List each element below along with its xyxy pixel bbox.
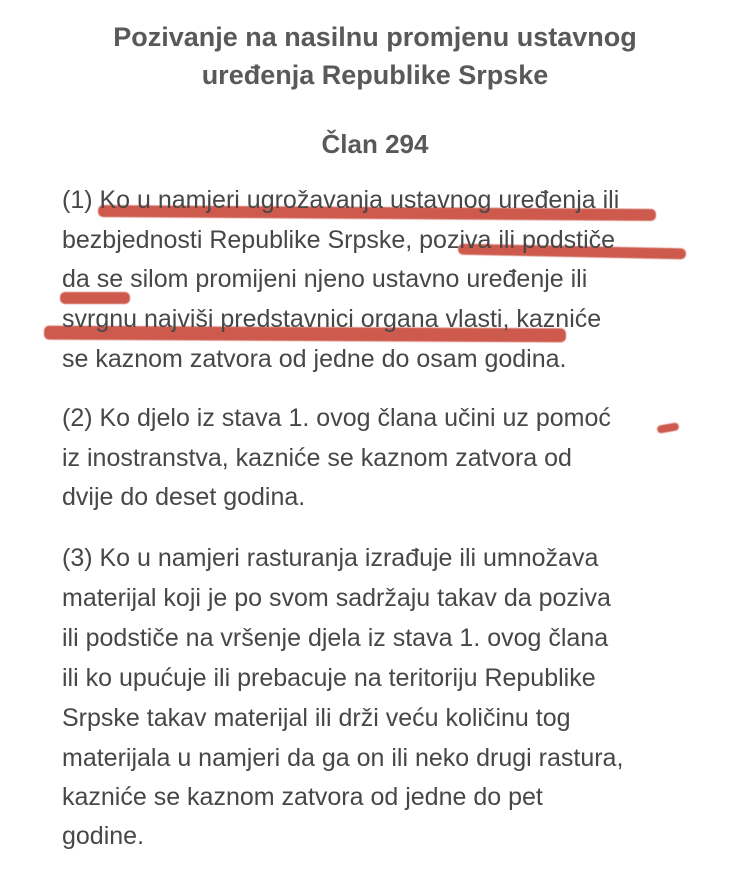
paragraph-line: iz inostranstva, kazniće se kaznom zatvora od bbox=[62, 444, 572, 472]
paragraph-line: kazniće se kaznom zatvora od jedne do pet bbox=[62, 783, 543, 811]
paragraph-line: godine. bbox=[62, 822, 145, 850]
paragraph-line: bezbjednosti Republike Srpske, poziva ili podstiče bbox=[62, 226, 616, 254]
paragraph-line: (1) Ko u namjeri ugrožavanja ustavnog uređenja ili bbox=[62, 186, 620, 214]
highlight-mark bbox=[656, 422, 679, 434]
paragraph-line: materijal koji je po svom sadržaju takav da poziva bbox=[62, 584, 611, 612]
paragraph-line: se kaznom zatvora od jedne do osam godina. bbox=[62, 345, 567, 373]
paragraph-line: ili podstiče na vršenje djela iz stava 1. ovog člana bbox=[62, 624, 609, 652]
paragraph-line: Srpske takav materijal ili drži veću količinu tog bbox=[62, 704, 571, 732]
paragraph-line: dvije do deset godina. bbox=[62, 483, 306, 511]
document-title-line-1: Pozivanje na nasilnu promjenu ustavnog bbox=[113, 22, 637, 52]
paragraph-line: (3) Ko u namjeri rasturanja izrađuje ili umnožava bbox=[62, 544, 599, 572]
paragraph-line: ili ko upućuje ili prebacuje na teritoriju Republike bbox=[62, 664, 596, 692]
article-heading: Član 294 bbox=[321, 129, 429, 159]
paragraph-line: da se silom promijeni njeno ustavno uređenje ili bbox=[62, 265, 588, 293]
paragraph-line: (2) Ko djelo iz stava 1. ovog člana učini uz pomoć bbox=[62, 404, 611, 432]
paragraph-line: materijala u namjeri da ga on ili neko drugi rastura, bbox=[62, 744, 624, 772]
document-title-line-2: uređenja Republike Srpske bbox=[201, 60, 549, 90]
paragraph-line: svrgnu najviši predstavnici organa vlasti, kazniće bbox=[62, 305, 602, 333]
